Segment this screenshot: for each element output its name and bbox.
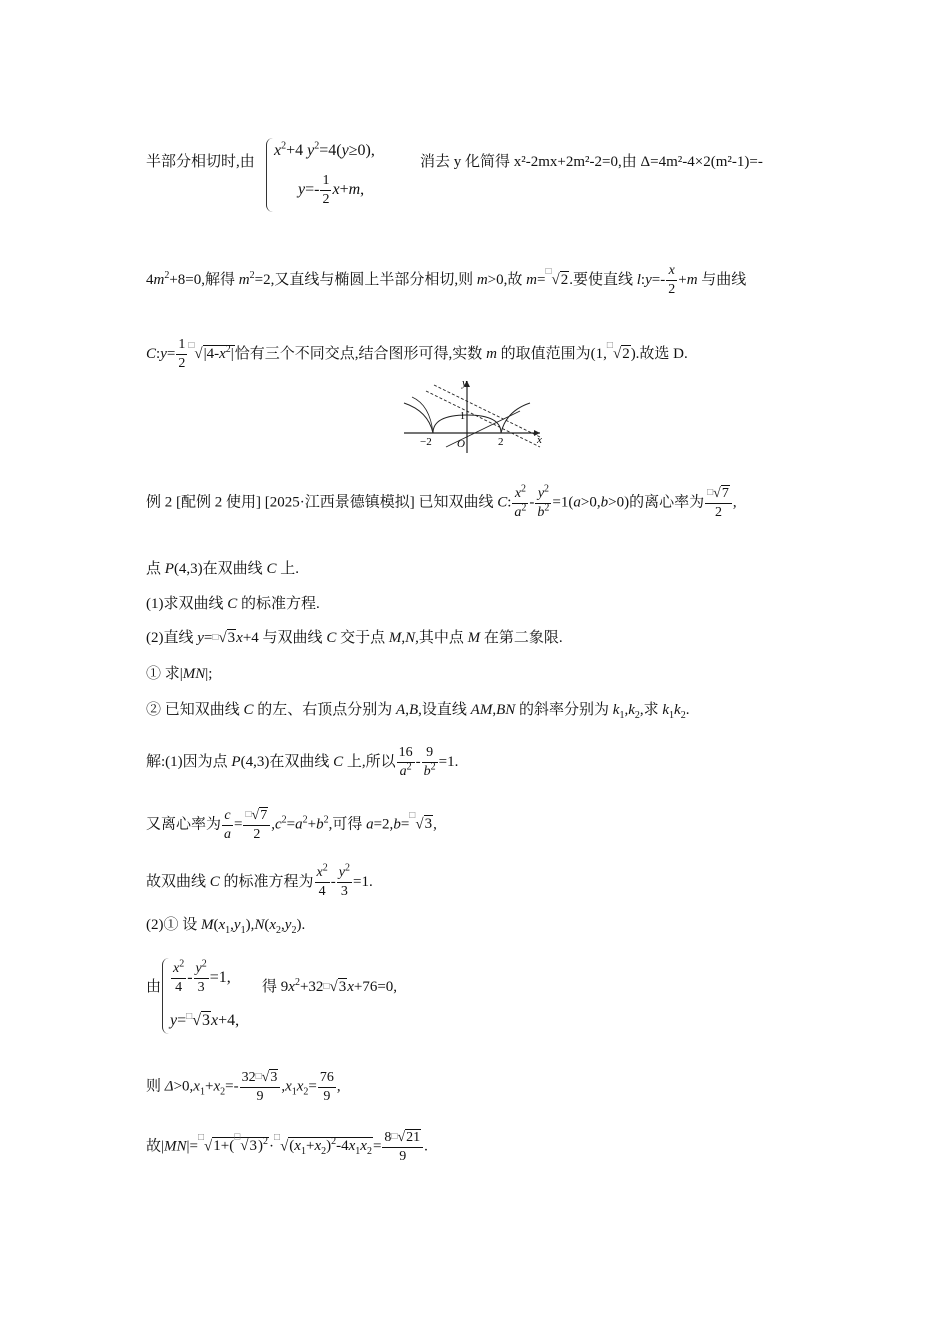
solution-4: (2)① 设 $M(x_1,y_1),N(x_2,y_2)$. bbox=[146, 917, 306, 936]
solution-1: 解:(1)因为点 P(4,3)在双曲线 C 上,所以 $\frac{16}{a^2}$ - $\frac{9}{b^2}$ =1. bbox=[146, 745, 459, 779]
question-1: (1)求双曲线 C 的标准方程. bbox=[146, 596, 320, 612]
block1-prefix: 半部分相切时,由 bbox=[146, 154, 255, 170]
origin-label: O bbox=[457, 438, 465, 450]
system-row-1: $x^2+4$ $y^2=4(y\ge 0)$, bbox=[274, 140, 375, 159]
solution-6: 则 $\Delta>0,x_1+x_2=-$ $\frac{32^□√3}{9}$ $,x_1x_2=$ $\frac{76}{9}$ , bbox=[146, 1069, 341, 1104]
example-head: 例 2 [配例 2 使用] [2025·江西景德镇模拟] 已知双曲线 C: $\frac{x^2}{a^2}$ - $\frac{y^2}{b^2}$ =1(a>0,b>0)的离心率为 $\frac{^□√7}{2}$ , bbox=[146, 482, 737, 520]
line-3: C:y= $\frac{1}{2}$ $^□√|4-x^2|$恰有三个不同交点,结合图形可得,实数 m 的取值范围为(1,□√2).故选 D. bbox=[146, 337, 688, 371]
curve-graph bbox=[400, 375, 550, 455]
example-line2: 点 P(4,3)在双曲线 C 上. bbox=[146, 561, 299, 577]
question-2: (2)直线 y=□√3x+4 与双曲线 C 交于点 M,N,其中点 M 在第二象限. bbox=[146, 630, 563, 646]
solution-5-prefix: 由 bbox=[146, 979, 162, 995]
left-branch bbox=[404, 403, 433, 433]
system2-row-1: $\frac{x^2}{4}$ - $\frac{y^2}{3}$ =1, bbox=[173, 958, 231, 995]
y-label: y bbox=[462, 377, 467, 389]
x-label: x bbox=[537, 434, 542, 446]
block1-suffix: 消去 y 化简得 x²-2mx+2m²-2=0,由 Δ=4m²-4×2(m²-1)=- bbox=[420, 154, 763, 170]
tick-neg2: −2 bbox=[420, 436, 432, 448]
solution-3: 故双曲线 C 的标准方程为 $\frac{x^2}{4}$ - $\frac{y^2}{3}$ =1. bbox=[146, 862, 373, 899]
question-2a: ① 求|MN|; bbox=[146, 666, 213, 682]
system2-row-2: y=□√3x+4, bbox=[170, 1011, 240, 1029]
tick-2: 2 bbox=[498, 436, 504, 448]
line-2: $4m^2+8=0$,解得 $m^2=2$,又直线与椭圆上半部分相切,则 m>0,故 m=□√2.要使直线 l:y=- $\frac{x}{2}$ +m 与曲线 bbox=[146, 263, 747, 297]
system-row-2: y=- $\frac{1}{2}$ x+m, bbox=[298, 173, 365, 207]
solution-7: 故$|MN|=^□√1+(^□√3)^2\cdot^□√(x_1+x_2)^2-4x_1x_2=$ $\frac{8^□√21}{9}$ . bbox=[146, 1130, 428, 1164]
solution-5-suffix: 得 $9x^2+32^□√3x+76=0$, bbox=[262, 977, 398, 995]
dashed-line-2 bbox=[434, 385, 540, 437]
system-brace bbox=[266, 138, 273, 212]
solution-2: 又离心率为 $\frac{c}{a}$ = $\frac{^□√7}{2}$ $,c^2=a^2+b^2$,可得 a=2,b=□√3, bbox=[146, 807, 437, 842]
question-2b: ② 已知双曲线 C 的左、右顶点分别为 A,B,设直线 AM,BN 的斜率分别为 $k_1,k_2$,求 $k_1k_2$. bbox=[146, 702, 690, 721]
system-brace-2 bbox=[162, 958, 169, 1034]
tick-1: 1 bbox=[460, 411, 465, 422]
